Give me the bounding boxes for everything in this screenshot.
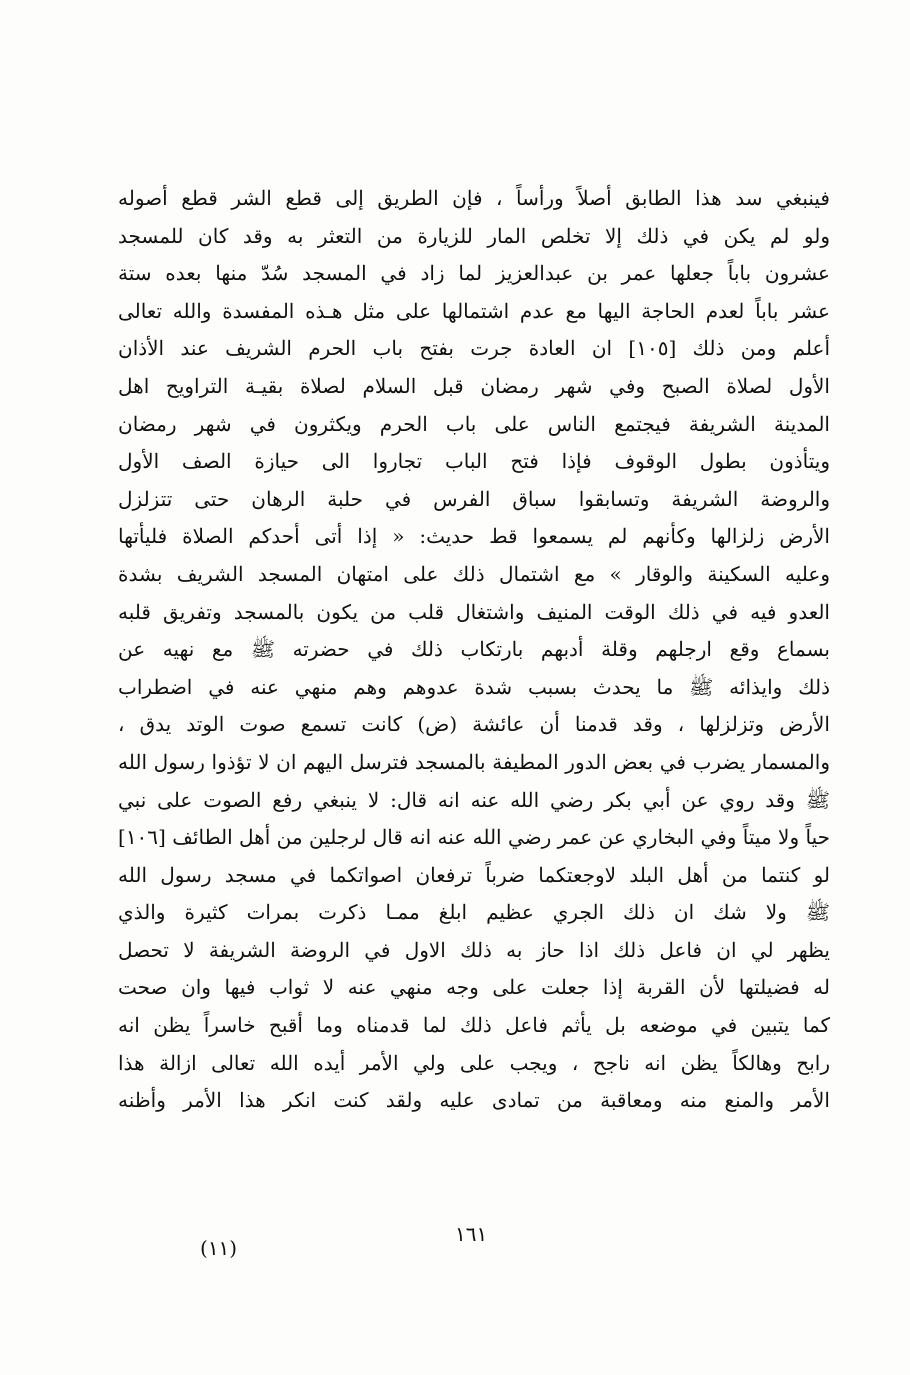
text-line: ولو لم يكن في ذلك إلا تخلص المار للزيارة من التعثر به وقد كان للمسجد	[118, 223, 830, 248]
text-line: الأرض زلزالها وكأنهم لم يسمعوا قط حديث: « إذا أتى أحدكم الصلاة فليأتها	[118, 524, 830, 549]
text-line: الأمر والمنع منه ومعاقبة من تمادى عليه ولقد كنت انكر هذا الأمر وأظنه	[118, 1088, 830, 1113]
text-line: والروضة الشريفة وتسابقوا سباق الفرس في حلبة الرهان حتى تتزلزل	[118, 486, 830, 511]
text-line: عشرون باباً جعلها عمر بن عبدالعزيز لما زاد في المسجد سُدّ منها بعده ستة	[118, 261, 830, 286]
text-line: لو كنتما من أهل البلد لاوجعتكما ضرباً ترفعان اصواتكما في مسجد رسول الله	[118, 862, 830, 887]
signature-mark: (١١)	[200, 1236, 238, 1260]
text-line: كما يتبين في موضعه بل يأثم فاعل ذلك لما قدمناه وما أقبح خاسراً يظن انه	[118, 1013, 830, 1038]
page-footer	[0, 1222, 910, 1262]
text-line: العدو فيه في ذلك الوقت المنيف واشتغال قلب من يكون بالمسجد وتفريق قلبه	[118, 599, 830, 624]
page-number: ١٦١	[455, 1222, 488, 1246]
text-line: ويتأذون بطول الوقوف فإذا فتح الباب تجاروا الى حيازة الصف الأول	[118, 449, 830, 474]
text-line: ﷺ وقد روي عن أبي بكر رضي الله عنه انه قال: لا ينبغي رفع الصوت على نبي	[118, 787, 830, 812]
text-line: فينبغي سد هذا الطابق أصلاً ورأساً ، فإن الطريق إلى قطع الشر قطع أصوله	[118, 186, 830, 210]
text-line: بسماع وقع ارجلهم وقلة أدبهم بارتكاب ذلك في حضرته ﷺ مع نهيه عن	[118, 637, 830, 662]
body-text	[118, 180, 830, 1120]
text-line: ذلك وايذائه ﷺ ما يحدث بسبب شدة عدوهم وهم منهي عنه في اضطراب	[118, 674, 830, 699]
text-line: الأرض وتزلزلها ، وقد قدمنا أن عائشة (ض) كانت تسمع صوت الوتد يدق ،	[118, 712, 830, 737]
text-line: المدينة الشريفة فيجتمع الناس على باب الحرم ويكثرون في شهر رمضان	[118, 411, 830, 436]
text-line: له فضيلتها لأن القربة إذا جعلت على وجه منهي عنه لا ثواب فيها وان صحت	[118, 975, 830, 1000]
text-line: حياً ولا ميتاً وفي البخاري عن عمر رضي الله عنه انه قال لرجلين من أهل الطائف [١٠٦]	[118, 825, 830, 850]
text-line: أعلم ومن ذلك [١٠٥] ان العادة جرت بفتح باب الحرم الشريف عند الأذان	[118, 336, 830, 361]
text-line: والمسمار يضرب في بعض الدور المطيفة بالمسجد فترسل اليهم ان لا تؤذوا رسول الله	[118, 749, 830, 774]
text-line: يظهر لي ان فاعل ذلك اذا حاز به ذلك الاول في الروضة الشريفة لا تحصل	[118, 937, 830, 962]
text-line: عشر باباً لعدم الحاجة اليها مع عدم اشتمالها على مثل هـذه المفسدة والله تعالى	[118, 298, 830, 323]
text-line: وعليه السكينة والوقار » مع اشتمال ذلك على امتهان المسجد الشريف بشدة	[118, 561, 830, 586]
text-line: ﷺ ولا شك ان ذلك الجري عظيم ابلغ ممـا ذكرت بمرات كثيرة والذي	[118, 900, 830, 925]
text-line: رابح وهالكاً يظن انه ناجح ، ويجب على ولي الأمر أيده الله تعالى ازالة هذا	[118, 1050, 830, 1075]
text-line: الأول لصلاة الصبح وفي شهر رمضان قبل السلام لصلاة بقيـة التراويح اهل	[118, 373, 830, 398]
